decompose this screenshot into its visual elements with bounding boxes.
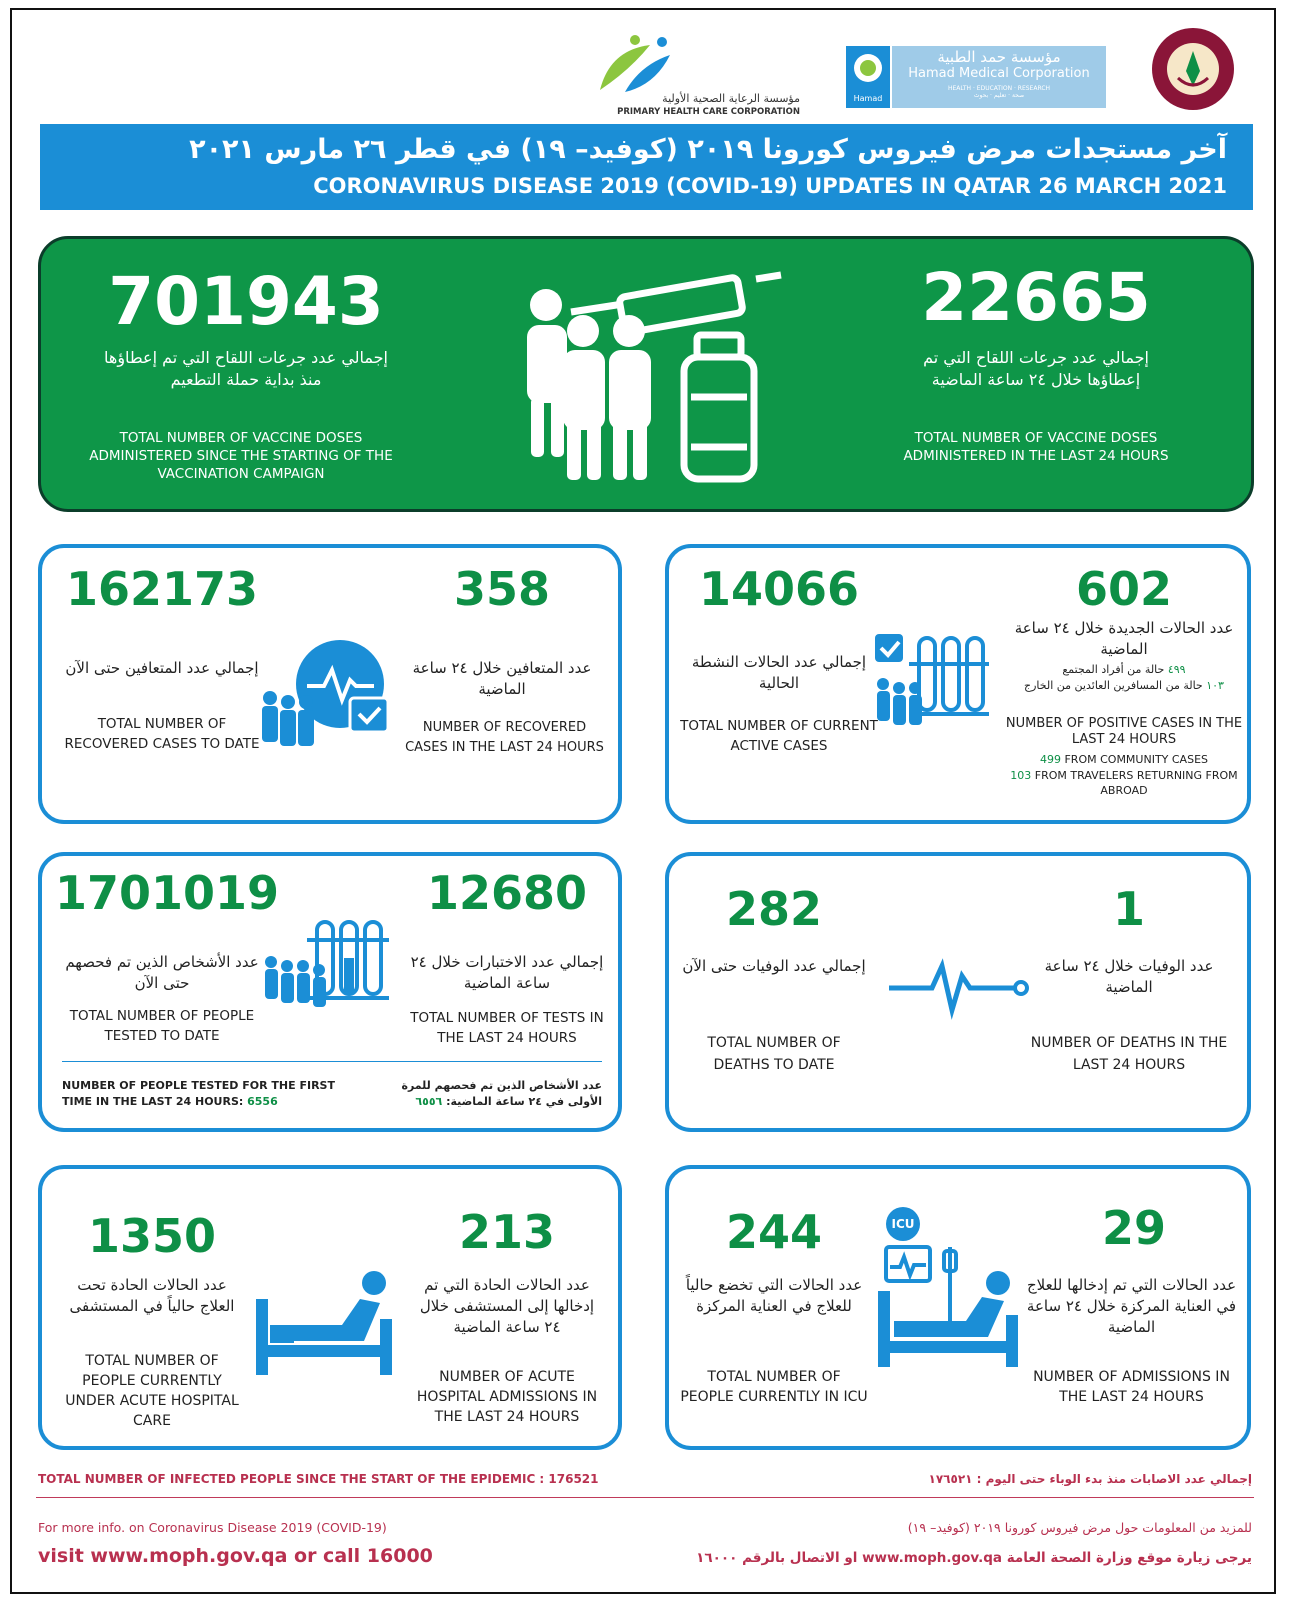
tests-card [38,852,622,1132]
footer-divider [36,1497,1254,1498]
vaccine-total-en: TOTAL NUMBER OF VACCINE DOSES ADMINISTERED SINCE THE STARTING OF THE VACCINATION CAMPAIGN [89,430,393,482]
tests-first-time-ar-num: ٦٥٥٦ [415,1095,443,1108]
phcc-name-en: PRIMARY HEALTH CARE CORPORATION [617,107,800,117]
recovered-card [38,544,622,824]
icu-total-value: 244 [725,1205,823,1259]
hmc-icon [846,46,890,108]
tests-first-time-ar [372,1078,602,1110]
hospital-bed-icon [252,1269,402,1379]
icu-24h-en: NUMBER OF ADMISSIONS IN THE LAST 24 HOURS [1033,1369,1230,1405]
new-cases-ar: عدد الحالات الجديدة خلال ٢٤ ساعة الماضية [1014,619,1234,658]
new-cases-travel-ar-num: ١٠٣ [1206,679,1224,692]
deaths-total-value: 282 [725,882,823,936]
footer-infected-ar: إجمالي عدد الاصابات منذ بدء الوباء حتى اليوم : ١٧٦٥٢١ [928,1472,1252,1486]
deaths-total-en: TOTAL NUMBER OF DEATHS TO DATE [707,1035,841,1073]
deaths-24h-ar: عدد الوفيات خلال ٢٤ ساعة الماضية [1044,957,1214,996]
footer-infected-en: TOTAL NUMBER OF INFECTED PEOPLE SINCE THE START OF THE EPIDEMIC : 176521 [38,1472,599,1486]
tests-first-time-ar-label: عدد الأشخاص الذين تم فحصهم للمرة الأولى في ٢٤ ساعة الماضية: [401,1079,602,1108]
hmc-logo [846,46,1106,108]
tests-first-time-en [62,1078,342,1110]
new-cases-travel-en [999,768,1249,798]
hospital-total-value: 1350 [87,1209,217,1263]
recovered-24h-en: NUMBER OF RECOVERED CASES IN THE LAST 24 HOURS [405,720,604,755]
icu-total-en: TOTAL NUMBER OF PEOPLE CURRENTLY IN ICU [680,1369,868,1405]
hospital-24h-value: 213 [458,1205,556,1259]
hmc-tagline-ar: صحة · تعليم · بحوث [973,92,1025,99]
new-cases-en: NUMBER OF POSITIVE CASES IN THE LAST 24 HOURS [1005,716,1243,747]
page-title-en: CORONAVIRUS DISEASE 2019 (COVID-19) UPDATES IN QATAR 26 MARCH 2021 [313,174,1227,198]
icu-total-ar: عدد الحالات التي تخضع حالياً للعلاج في العناية المركزة [685,1276,863,1315]
logo-bar [0,20,1295,120]
hmc-text-block [892,46,1106,108]
hmc-leaf-icon [846,46,890,90]
hospital-total-en: TOTAL NUMBER OF PEOPLE CURRENTLY UNDER ACUTE HOSPITAL CARE [65,1353,239,1429]
hospital-total-ar: عدد الحالات الحادة تحت العلاج حالياً في المستشفى [69,1276,235,1315]
vaccine-24h-value: 22665 [921,259,1151,336]
tests-total-ar: عدد الأشخاص الذين تم فحصهم حتى الآن [65,953,259,992]
tests-total-en: TOTAL NUMBER OF PEOPLE TESTED TO DATE [69,1008,255,1044]
vaccination-illustration-icon [501,257,801,497]
tests-first-time-en-label: NUMBER OF PEOPLE TESTED FOR THE FIRST TIME IN THE LAST 24 HOURS: [62,1079,335,1108]
tests-24h-ar: إجمالي عدد الاختبارات خلال ٢٤ ساعة الماضية [410,953,604,992]
hmc-name-en: Hamad Medical Corporation [908,66,1090,81]
recovered-total-value: 162173 [65,562,259,616]
title-banner [40,124,1253,210]
new-cases-community-ar-num: ٤٩٩ [1167,663,1186,676]
phcc-leaf-icon [590,30,680,100]
recovered-health-icon [252,636,402,756]
icu-bed-icon [874,1241,1024,1371]
tests-24h-value: 12680 [426,866,588,920]
new-cases-community-label: FROM COMMUNITY CASES [1064,753,1208,766]
icu-24h-ar: عدد الحالات التي تم إدخالها للعلاج في العناية المركزة خلال ٢٤ ساعة الماضية [1026,1276,1237,1336]
vaccine-24h-en: TOTAL NUMBER OF VACCINE DOSES ADMINISTERED IN THE LAST 24 HOURS [903,430,1169,464]
hmc-icon-label: Hamad [853,94,883,103]
hmc-tagline-en: HEALTH · EDUCATION · RESEARCH [947,85,1051,92]
deaths-24h-en: NUMBER OF DEATHS IN THE LAST 24 HOURS [1030,1035,1228,1073]
new-cases-community-ar-label: حالة من أفراد المجتمع [1062,663,1165,676]
hospital-24h-ar: عدد الحالات الحادة التي تم إدخالها إلى المستشفى خلال ٢٤ ساعة الماضية [419,1276,595,1336]
footer-visit-ar[interactable]: يرجى زيارة موقع وزارة الصحة العامة www.moph.gov.qa او الاتصال بالرقم ١٦٠٠٠ [696,1550,1252,1566]
hospital-card [38,1165,622,1450]
deaths-card [665,852,1251,1132]
recovered-total-en: TOTAL NUMBER OF RECOVERED CASES TO DATE [64,716,260,752]
new-cases-value: 602 [1075,562,1173,616]
tests-divider [62,1061,602,1062]
active-total-en: TOTAL NUMBER OF CURRENT ACTIVE CASES [680,718,878,754]
vaccine-total-ar: إجمالي عدد جرعات اللقاح التي تم إعطاؤها منذ بداية حملة التطعيم [104,348,388,389]
phcc-name-ar: مؤسسة الرعاية الصحية الأولية [662,92,800,105]
new-cases-community-ar [1009,662,1239,677]
vaccine-panel [38,236,1254,512]
phcc-logo [590,30,800,120]
vaccine-24h-ar: إجمالي عدد جرعات اللقاح التي تم إعطاؤها خلال ٢٤ ساعة الماضية [923,348,1149,389]
tests-first-time-en-num: 6556 [247,1095,278,1108]
new-cases-travel-ar-label: حالة من المسافرين العائدين من الخارج [1024,679,1203,692]
moph-seal [1150,26,1236,112]
icu-badge: ICU [886,1207,920,1241]
vaccine-total-value: 701943 [108,263,384,340]
hospital-24h-en: NUMBER OF ACUTE HOSPITAL ADMISSIONS IN THE LAST 24 HOURS [416,1369,598,1425]
footer-visit-en[interactable]: visit www.moph.gov.qa or call 16000 [38,1545,433,1567]
active-total-value: 14066 [698,562,860,616]
testing-lab-icon [257,918,397,1018]
new-cases-travel-num: 103 [1010,769,1032,782]
active-cases-card [665,544,1251,824]
hmc-name-ar: مؤسسة حمد الطبية [937,48,1061,66]
recovered-24h-ar: عدد المتعافين خلال ٢٤ ساعة الماضية [412,659,592,698]
active-total-ar: إجمالي عدد الحالات النشطة الحالية [691,653,867,692]
tests-24h-en: TOTAL NUMBER OF TESTS IN THE LAST 24 HOURS [410,1010,604,1046]
icu-24h-value: 29 [1101,1201,1166,1255]
new-cases-community-num: 499 [1039,753,1061,766]
tests-total-value: 1701019 [54,866,280,920]
new-cases-community-en [999,752,1249,767]
recovered-total-ar: إجمالي عدد المتعافين حتى الآن [65,659,259,677]
flatline-icon [884,946,1034,1026]
new-cases-travel-ar [1009,678,1239,693]
deaths-total-ar: إجمالي عدد الوفيات حتى الآن [682,957,866,975]
test-tubes-icon [869,634,999,744]
footer-info-ar: للمزيد من المعلومات حول مرض فيروس كورونا ٢٠١٩ (كوفيد– ١٩) [907,1520,1252,1535]
icu-card [665,1165,1251,1450]
new-cases-travel-label: FROM TRAVELERS RETURNING FROM ABROAD [1034,769,1238,797]
footer-info-en: For more info. on Coronavirus Disease 2019 (COVID-19) [38,1520,387,1535]
recovered-24h-value: 358 [453,562,551,616]
moph-seal-icon [1150,26,1236,112]
deaths-24h-value: 1 [1112,882,1145,936]
page-title-ar: آخر مستجدات مرض فيروس كورونا ٢٠١٩ (كوفيد– ١٩) في قطر ٢٦ مارس ٢٠٢١ [189,134,1227,165]
